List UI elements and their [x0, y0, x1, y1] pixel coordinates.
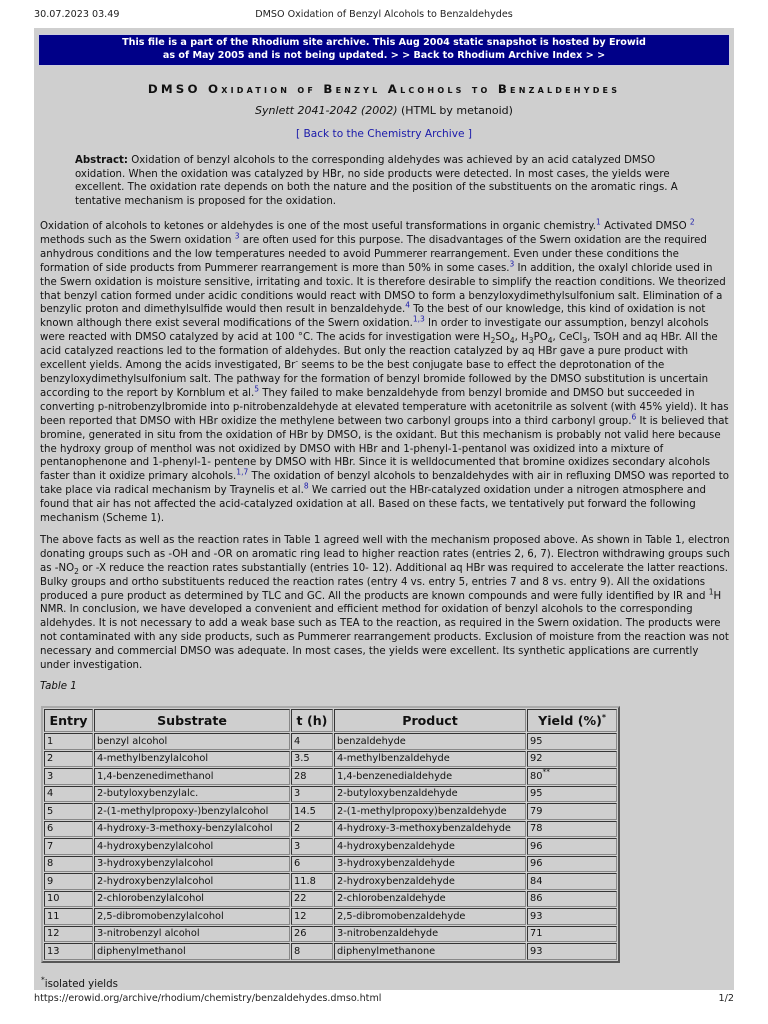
reference-link[interactable]: 1,3: [412, 314, 425, 324]
reference-link[interactable]: 6: [631, 412, 637, 422]
journal-reference: Synlett 2041-2042 (2002): [255, 104, 398, 117]
reference-link[interactable]: 8: [303, 481, 309, 491]
superscript: 1: [708, 587, 714, 597]
print-header: [34, 9, 734, 23]
citation-note: (HTML by metanoid): [397, 104, 513, 117]
yield-value: 96: [530, 840, 543, 852]
reference-link[interactable]: 1: [596, 217, 601, 227]
cell-substrate: 4-methylbenzylalcohol: [94, 751, 290, 768]
text-run: Oxidation of alcohols to ketones or aldehydes is one of the most useful transformations in organic chemistry.: [40, 221, 597, 232]
header-entry: Entry: [44, 709, 93, 732]
table-row: [44, 838, 617, 855]
cell-product: 4-hydroxybenzaldehyde: [334, 838, 526, 855]
reference-link[interactable]: 2: [689, 217, 695, 227]
table-row: [44, 786, 617, 803]
table-row: [44, 768, 617, 785]
cell-yield: [527, 733, 617, 750]
header-yield-label: Yield (%): [538, 713, 602, 728]
text-run: , H: [514, 332, 529, 344]
document-page: [34, 28, 734, 990]
subscript: 3: [582, 336, 588, 346]
text-run: methods such as the Swern oxidation: [40, 234, 235, 246]
yield-value: 93: [530, 945, 543, 957]
cell-yield: [527, 926, 617, 943]
cell-time: 28: [291, 768, 333, 785]
cell-product: 2-hydroxybenzaldehyde: [334, 873, 526, 890]
header-yield: [527, 709, 617, 732]
cell-product: 2-butyloxybenzaldehyde: [334, 786, 526, 803]
cell-time: 11.8: [291, 873, 333, 890]
cell-entry: 9: [44, 873, 93, 890]
superscript: -: [295, 356, 299, 366]
yield-value: 84: [530, 875, 543, 887]
table-header-row: [44, 709, 617, 732]
table-row: [44, 943, 617, 960]
text-run: Activated DMSO: [600, 221, 690, 232]
citation: [34, 104, 734, 117]
text-run: , CeCl: [552, 332, 583, 344]
subscript: 4: [547, 336, 553, 346]
yield-value: 71: [530, 928, 543, 940]
footnote-mark: *: [41, 975, 45, 985]
header-yield-mark: *: [601, 712, 606, 722]
abstract-label: Abstract:: [75, 155, 128, 166]
yield-value: 80: [530, 770, 543, 782]
cell-substrate: 3-nitrobenzyl alcohol: [94, 926, 290, 943]
results-table: [41, 706, 620, 963]
table-row: [44, 733, 617, 750]
cell-entry: 8: [44, 856, 93, 873]
cell-substrate: 2-hydroxybenzylalcohol: [94, 873, 290, 890]
yield-value: 95: [530, 735, 543, 747]
cell-entry: 10: [44, 891, 93, 908]
reference-link[interactable]: 4: [405, 301, 410, 311]
cell-substrate: 3-hydroxybenzylalcohol: [94, 856, 290, 873]
cell-yield: [527, 821, 617, 838]
reference-link[interactable]: 3: [509, 259, 515, 269]
text-run: The oxidation of benzyl alcohols to benzaldehydes with air in refluxing DMSO was reported to take place via radical mechanism by Traynelis et al.: [40, 471, 729, 497]
page-url: https://erowid.org/archive/rhodium/chemistry/benzaldehydes.dmso.html: [34, 993, 382, 1004]
table-row: [44, 856, 617, 873]
table-row: [44, 751, 617, 768]
document-title: DMSO Oxidation of Benzyl Alcohols to Benzaldehydes: [147, 82, 621, 96]
table-row: [44, 908, 617, 925]
banner-line-1: This file is a part of the Rhodium site archive. This Aug 2004 static snapshot is hosted by Erowid: [122, 37, 646, 48]
cell-entry: 1: [44, 733, 93, 750]
yield-value: 93: [530, 910, 543, 922]
cell-time: 4: [291, 733, 333, 750]
paragraph-2: [40, 534, 730, 673]
cell-yield: [527, 943, 617, 960]
cell-time: 8: [291, 943, 333, 960]
cell-time: 14.5: [291, 803, 333, 820]
yield-value: 86: [530, 893, 543, 905]
table-row: [44, 803, 617, 820]
table-caption: Table 1: [40, 681, 77, 692]
cell-product: 4-hydroxy-3-methoxybenzaldehyde: [334, 821, 526, 838]
cell-entry: 11: [44, 908, 93, 925]
cell-substrate: 2-(1-methylpropoxy-)benzylalcohol: [94, 803, 290, 820]
table-row: [44, 821, 617, 838]
banner-line-2: [45, 50, 723, 63]
text-run: In order to investigate our assumption, benzyl alcohols were reacted with DMSO catalyzed by acid at 100 °C. The acids for investigation were H: [40, 318, 709, 344]
cell-time: 3.5: [291, 751, 333, 768]
cell-product: 4-methylbenzaldehyde: [334, 751, 526, 768]
cell-entry: 4: [44, 786, 93, 803]
cell-yield: [527, 856, 617, 873]
cell-time: 12: [291, 908, 333, 925]
table-row: [44, 873, 617, 890]
print-date: 30.07.2023 03.49: [34, 9, 120, 20]
cell-substrate: 4-hydroxy-3-methoxy-benzylalcohol: [94, 821, 290, 838]
text-run: , TsOH and aq HBr. All the acid catalyzed reactions led to the formation of aldehydes. But only the reaction catalyzed by aq HBr gave a pure product with excellent yields. Among the acids investigated, Br: [40, 332, 718, 372]
subscript: 4: [509, 336, 515, 346]
cell-entry: 5: [44, 803, 93, 820]
text-run: or -X reduce the reaction rates substantially (entries 10- 12). Additional aq HBr was required to accelerate the latter reactions. Bulky groups and ortho substituents reduced the reaction rates (entry 4 vs. entry 5, entries 7 and 8 vs. entry 9). All the oxidations produced a pure product as determined by TLC and GC. All the products are known compounds and were fully identified by IR and: [40, 562, 729, 602]
cell-time: 22: [291, 891, 333, 908]
cell-substrate: 1,4-benzenedimethanol: [94, 768, 290, 785]
cell-yield: [527, 803, 617, 820]
footnote-isolated-yields: [41, 975, 734, 990]
subscript: 2: [74, 566, 79, 576]
print-title: DMSO Oxidation of Benzyl Alcohols to Benzaldehydes: [255, 9, 513, 20]
table-row: [44, 926, 617, 943]
subscript: 3: [528, 336, 534, 346]
cell-time: 26: [291, 926, 333, 943]
yield-value: 92: [530, 753, 543, 765]
header-time: t (h): [291, 709, 333, 732]
cell-yield: [527, 786, 617, 803]
text-run: In addition, the oxalyl chloride used in the Swern oxidation is moisture sensitive, irritating and toxic. It is therefore desirable to simplify the reaction conditions. We theorized that benzyl cation formed under acidic conditions would react with DMSO to form a benzyloxydimethylsulfonium salt. Elimination of a benzylic proton and dimethylsulfide would then result in benzaldehyde.: [40, 262, 726, 316]
print-footer: [34, 993, 734, 1007]
cell-product: 3-hydroxybenzaldehyde: [334, 856, 526, 873]
paragraph-1: [40, 217, 730, 526]
cell-substrate: diphenylmethanol: [94, 943, 290, 960]
cell-substrate: benzyl alcohol: [94, 733, 290, 750]
cell-time: 3: [291, 786, 333, 803]
text-run: To the best of our knowledge, this kind of oxidation is not known although there exist several modifications of the Swern oxidation.: [40, 304, 706, 330]
cell-entry: 12: [44, 926, 93, 943]
cell-product: diphenylmethanone: [334, 943, 526, 960]
cell-substrate: 2-chlorobenzylalcohol: [94, 891, 290, 908]
cell-yield: [527, 768, 617, 785]
footnote-text: isolated yields: [44, 978, 118, 990]
cell-time: 2: [291, 821, 333, 838]
subscript: 2: [490, 336, 496, 346]
yield-value: 95: [530, 788, 543, 800]
header-product: Product: [334, 709, 526, 732]
cell-substrate: 2,5-dibromobenzylalcohol: [94, 908, 290, 925]
page-number: 1/2: [718, 993, 734, 1004]
cell-substrate: 2-butyloxybenzylalc.: [94, 786, 290, 803]
text-run: seems to be the best conjugate base to effect the deprotonation of the benzyloxydimethylsulfonium salt. The pathway for the formation of benzyl bromide followed by the DMSO substitution is uncertain according to the report by Kornblum et al.: [40, 360, 709, 399]
abstract-text: Oxidation of benzyl alcohols to the corresponding aldehydes was achieved by an acid catalyzed DMSO oxidation. When the oxidation was catalyzed by HBr, no side products were detected. In most cases, the yields were excellent. The oxidation rate depends on both the nature and the position of the substituents on the aromatic rings. A tentative mechanism is proposed for the oxidation.: [75, 155, 678, 207]
text-run: SO: [495, 332, 510, 344]
cell-yield: [527, 908, 617, 925]
text-run: They failed to make benzaldehyde from benzyl bromide and DMSO but succeeded in converting p-nitrobenzylbromide into p-nitrobenzaldehyde at elevated temperature with acetonitrile as solvent (with 45% yield). It has been reported that DMSO with HBr oxidize the methylene between two carbonyl groups into a third carbonyl group.: [40, 387, 729, 427]
cell-time: 3: [291, 838, 333, 855]
cell-product: 2-(1-methylpropoxy)benzaldehyde: [334, 803, 526, 820]
abstract: [75, 154, 690, 208]
cell-yield: [527, 891, 617, 908]
cell-entry: 2: [44, 751, 93, 768]
cell-yield: [527, 751, 617, 768]
table-row: [44, 891, 617, 908]
cell-entry: 3: [44, 768, 93, 785]
text-run: We carried out the HBr-catalyzed oxidation under a nitrogen atmosphere and found that air has not affected the acid-catalyzed oxidation at all. Based on these facts, we tentatively put forward the following mechanism (Scheme 1).: [40, 485, 706, 525]
cell-product: benzaldehyde: [334, 733, 526, 750]
cell-entry: 13: [44, 943, 93, 960]
cell-substrate: 4-hydroxybenzylalcohol: [94, 838, 290, 855]
cell-product: 2,5-dibromobenzaldehyde: [334, 908, 526, 925]
banner-line-2-text: as of May 2005 and is not being updated.: [162, 49, 391, 61]
cell-entry: 7: [44, 838, 93, 855]
reference-link[interactable]: 3: [234, 231, 240, 241]
article-body: [40, 217, 730, 673]
text-run: It is believed that bromine, generated in situ from the oxidation of HBr by DMSO, is the oxidant. But this mechanism is probably not valid here because the hydroxy group of menthol was not oxidized by DMSO with HBr and 1-phenyl-1-pentanol was oxidized into a mixture of pentanophenone and 1-phenyl-1- pentene by DMSO with HBr. Since it is welldocumented that bromine oxidizes secondary alcohols faster than it oxidize primary alcohols.: [40, 415, 729, 483]
back-to-rhodium-index-link[interactable]: > > Back to Rhodium Archive Index > >: [390, 49, 606, 61]
cell-time: 6: [291, 856, 333, 873]
archive-banner: [38, 34, 730, 66]
cell-entry: 6: [44, 821, 93, 838]
cell-yield: [527, 838, 617, 855]
text-run: The above facts as well as the reaction rates in Table 1 agreed well with the mechanism proposed above. As shown in Table 1, electron donating groups such as -OH and -OR on aromatic ring lead to higher reaction rates (entries 2, 6, 7). Electron withdrawing groups such as -NO: [40, 534, 730, 574]
header-substrate: Substrate: [94, 709, 290, 732]
yield-value: 79: [530, 805, 543, 817]
yield-value: 78: [530, 823, 543, 835]
reference-link[interactable]: 1,7: [236, 467, 249, 477]
text-run: PO: [533, 332, 548, 344]
yield-value: 96: [530, 858, 543, 870]
cell-yield: [527, 873, 617, 890]
cell-product: 3-nitrobenzaldehyde: [334, 926, 526, 943]
text-run: are often used for this purpose. The disadvantages of the Swern oxidation are the required anhydrous conditions and the low temperatures needed to avoid Pummerer rearrangement. Even under these conditions the formation of side products from Pummerer rearrangement is more than 50% in some cases.: [40, 234, 707, 274]
cell-product: 2-chlorobenzaldehyde: [334, 891, 526, 908]
text-run: H NMR. In conclusion, we have developed a convenient and efficient method for oxidation of benzyl alcohols to the corresponding aldehydes. It is not necessary to add a weak base such as TEA to the reaction, as required in the Swern oxidation. The products were not contaminated with any side products, such as Pummerer rearrangement products. Exclusion of moisture from the reaction was not necessary and commercial DMSO was adequate. In most cases, the yields were excellent. Its synthetic applications are currently under investigation.: [40, 590, 729, 672]
yield-mark: **: [542, 767, 550, 777]
cell-product: 1,4-benzenedialdehyde: [334, 768, 526, 785]
back-to-chemistry-archive-link[interactable]: [ Back to the Chemistry Archive ]: [295, 128, 473, 140]
reference-link[interactable]: 5: [254, 384, 260, 394]
